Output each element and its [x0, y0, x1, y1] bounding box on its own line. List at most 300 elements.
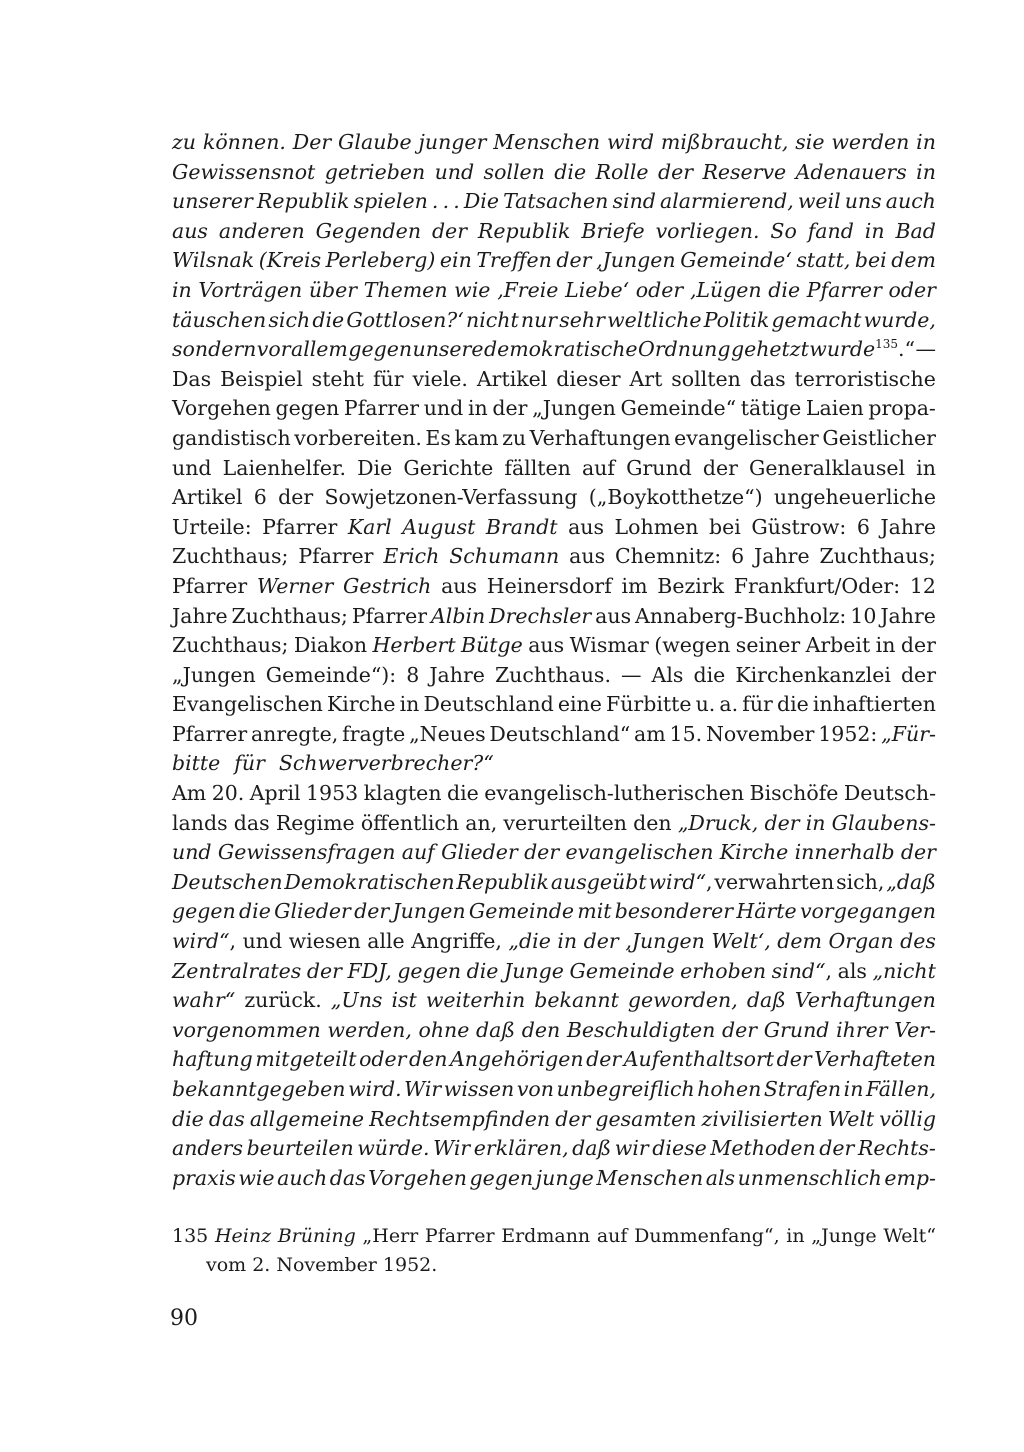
- italic-text: anders: [172, 1136, 243, 1161]
- italic-text: würde.: [357, 1136, 430, 1161]
- italic-text: der: [555, 1106, 591, 1131]
- italic-text: anderen: [218, 218, 305, 243]
- word: [558, 690, 602, 720]
- word: [411, 927, 502, 957]
- italic-text: der: [776, 1047, 812, 1072]
- italic-text: mit: [577, 899, 612, 924]
- text: Gerichte: [403, 455, 494, 480]
- italic-text: weltliche: [607, 307, 702, 332]
- italic-text: die: [554, 159, 587, 184]
- italic-text: daß: [572, 1136, 612, 1161]
- word: [532, 394, 616, 424]
- text: Jahre: [754, 544, 810, 569]
- italic-text: „Für-: [881, 721, 936, 746]
- word: [172, 306, 266, 336]
- word: [774, 483, 936, 513]
- text: Generalklausel: [749, 455, 906, 480]
- italic-text: evangelischen: [565, 840, 714, 865]
- word: [881, 720, 936, 750]
- word: [577, 897, 611, 927]
- italic-text: bitte: [172, 751, 221, 776]
- word: [693, 661, 725, 691]
- word: [557, 1075, 695, 1105]
- text: den: [633, 810, 672, 835]
- word: [309, 276, 357, 306]
- word: [172, 631, 288, 661]
- word: [327, 690, 396, 720]
- text: April: [249, 781, 301, 806]
- word: [359, 1045, 406, 1075]
- word: [809, 335, 915, 365]
- word: [330, 1164, 366, 1194]
- text: sich,: [836, 869, 885, 894]
- word: [916, 128, 936, 158]
- word: [198, 276, 302, 306]
- word: [487, 572, 612, 602]
- word: [441, 838, 518, 868]
- word: [581, 217, 644, 247]
- word: [868, 394, 936, 424]
- word: [565, 838, 713, 868]
- word: [808, 217, 854, 247]
- italic-text: in: [843, 1077, 864, 1101]
- text: aus: [528, 633, 565, 658]
- body-line: [172, 897, 936, 927]
- body-line: [172, 365, 936, 395]
- italic-text: Menschen: [493, 130, 601, 154]
- word: [172, 690, 323, 720]
- italic-text: Reserve: [702, 159, 787, 184]
- word: [357, 1134, 429, 1164]
- word: [880, 602, 936, 632]
- italic-text: Erich: [383, 544, 440, 569]
- text: aus: [595, 603, 632, 628]
- word: [819, 1134, 854, 1164]
- italic-text: die: [312, 307, 345, 332]
- italic-text: Jungen: [392, 899, 466, 924]
- word: [844, 1075, 864, 1105]
- word: [172, 217, 208, 247]
- text: 6: [731, 544, 745, 569]
- italic-text: auch: [277, 1165, 328, 1190]
- word: [524, 838, 559, 868]
- word: [734, 572, 900, 602]
- word: [731, 542, 744, 572]
- text: 135: [172, 1225, 209, 1247]
- word: [621, 661, 642, 691]
- italic-text: sind“: [771, 958, 826, 983]
- text: verwahrten: [714, 869, 835, 894]
- word: [749, 454, 905, 484]
- italic-text: Brüning: [277, 1225, 356, 1247]
- italic-text: Zentralrates: [172, 958, 302, 983]
- italic-text: fand: [807, 218, 854, 243]
- text: zurück.: [244, 988, 322, 1013]
- word: [443, 187, 450, 217]
- body-line: [172, 454, 936, 484]
- italic-text: Glaube: [338, 130, 412, 154]
- body-line: [172, 1045, 936, 1075]
- text: Wismar: [569, 633, 649, 658]
- word: [522, 1016, 560, 1046]
- word: [915, 335, 936, 365]
- word: [325, 158, 425, 188]
- word: [828, 927, 893, 957]
- text: terroristische: [794, 366, 936, 391]
- word: [656, 217, 760, 247]
- italic-text: in: [557, 929, 578, 954]
- word: [172, 513, 252, 543]
- word: [822, 424, 936, 454]
- word: [806, 809, 826, 839]
- word: [172, 128, 196, 158]
- italic-text: Organ: [828, 929, 894, 954]
- italic-text: demokratische: [483, 337, 638, 362]
- word: [807, 276, 882, 306]
- word: [172, 365, 211, 395]
- word: [234, 809, 270, 839]
- word: [279, 749, 501, 779]
- word: [413, 335, 484, 365]
- text: Zuchthaus.: [494, 662, 611, 687]
- text: Frankfurt/Oder:: [733, 573, 901, 598]
- italic-text: der: [354, 899, 390, 924]
- body-line: [172, 542, 936, 572]
- italic-text: „nicht: [872, 958, 936, 983]
- word: [658, 158, 693, 188]
- word: [294, 424, 422, 454]
- word: [625, 927, 705, 957]
- italic-text: uns: [844, 189, 882, 214]
- word: [742, 690, 773, 720]
- word: [172, 809, 228, 839]
- word: [461, 631, 523, 661]
- text: Sowjetzonen-Verfassung: [324, 485, 578, 510]
- word: [629, 365, 662, 395]
- word: [678, 809, 758, 839]
- text: „Jungen: [532, 396, 616, 421]
- italic-text: „die: [508, 929, 551, 954]
- text: Artikel: [172, 485, 243, 510]
- text: Jahre: [429, 662, 485, 687]
- word: [298, 542, 373, 572]
- italic-text: ihrer: [836, 1017, 888, 1042]
- word: [517, 1075, 554, 1105]
- footnote-marker: 135: [875, 337, 898, 352]
- word: [278, 483, 313, 513]
- italic-text: oder: [359, 1047, 407, 1072]
- text: eine: [557, 692, 602, 717]
- word: [741, 394, 802, 424]
- italic-text: unserer: [172, 189, 253, 214]
- word: [449, 542, 559, 572]
- word: [671, 365, 741, 395]
- text: fällten: [504, 455, 571, 480]
- italic-text: spielen: [353, 189, 428, 214]
- italic-text: der: [306, 958, 342, 983]
- word: [400, 690, 420, 720]
- word: [435, 158, 475, 188]
- word: [493, 128, 600, 158]
- word: [431, 602, 485, 632]
- word: [565, 276, 629, 306]
- word: [670, 720, 703, 750]
- word: [910, 572, 936, 602]
- text: Evangelischen: [172, 692, 323, 717]
- italic-text: Fällen,: [865, 1077, 936, 1101]
- footnote-line: [172, 1222, 936, 1251]
- word: [172, 394, 271, 424]
- word: [777, 1045, 812, 1075]
- italic-text: So: [770, 218, 797, 243]
- italic-text: gegen: [172, 899, 236, 924]
- word: [440, 246, 472, 276]
- word: [916, 454, 936, 484]
- italic-text: können.: [202, 130, 286, 154]
- body-line: [172, 809, 936, 839]
- word: [754, 542, 810, 572]
- word: [257, 335, 291, 365]
- word: [484, 779, 744, 809]
- word: [572, 1134, 611, 1164]
- word: [615, 542, 721, 572]
- text: Laienhelfer.: [222, 455, 347, 480]
- word: [508, 927, 550, 957]
- text: die: [776, 692, 809, 717]
- word: [343, 572, 431, 602]
- italic-text: Glieder: [274, 899, 351, 924]
- italic-text: unmenschlich: [737, 1165, 882, 1190]
- word: [551, 868, 647, 898]
- word: [257, 572, 333, 602]
- word: [391, 986, 416, 1016]
- word: [403, 454, 493, 484]
- text: Art: [629, 366, 663, 391]
- text: Deutsch-: [843, 781, 936, 806]
- text: der: [278, 485, 314, 510]
- italic-text: unsere: [412, 337, 484, 362]
- text: Am: [172, 781, 207, 806]
- word: [364, 276, 448, 306]
- italic-text: Gegenden: [315, 218, 422, 243]
- italic-text: in: [916, 130, 936, 154]
- word: [654, 631, 730, 661]
- word: [486, 513, 558, 543]
- text: Gemeinde“: [620, 396, 737, 421]
- italic-text: Adenauers: [795, 159, 907, 184]
- word: [172, 1016, 321, 1046]
- text: Zuchthaus;: [819, 544, 936, 569]
- word: [250, 779, 301, 809]
- italic-text: wird“: [648, 869, 706, 894]
- text: Grund: [626, 455, 692, 480]
- word: [648, 868, 712, 898]
- word: [454, 424, 498, 454]
- word: [489, 720, 630, 750]
- word: [556, 365, 620, 395]
- italic-text: erklären,: [473, 1136, 569, 1161]
- word: [894, 1016, 936, 1046]
- text: und: [242, 929, 283, 954]
- italic-text: wird: [607, 130, 655, 154]
- italic-text: gemacht: [771, 307, 862, 332]
- text: die: [446, 781, 479, 806]
- word: [244, 986, 321, 1016]
- text: 8: [406, 662, 420, 687]
- word: [652, 661, 684, 691]
- italic-text: oder: [888, 277, 936, 302]
- word: [392, 897, 465, 927]
- text: Heinersdorf: [486, 573, 612, 598]
- text: Pfarrer: [172, 721, 248, 746]
- word: [660, 187, 794, 217]
- word: [172, 838, 212, 868]
- word: [419, 128, 487, 158]
- word: [257, 187, 350, 217]
- word: [850, 602, 876, 632]
- body-line: [172, 749, 936, 779]
- word: [239, 897, 271, 927]
- word: [456, 868, 549, 898]
- italic-text: wahr“: [172, 988, 236, 1013]
- word: [219, 217, 305, 247]
- text: Jahre: [172, 603, 228, 628]
- italic-text: mißbraucht,: [660, 130, 789, 154]
- text: evangelischer: [674, 425, 819, 450]
- text: auf: [581, 455, 615, 480]
- word: [348, 335, 412, 365]
- body-line: [172, 957, 936, 987]
- word: [352, 602, 427, 632]
- italic-text: des: [900, 929, 936, 954]
- word: [889, 276, 936, 306]
- word: [570, 631, 649, 661]
- word: [615, 897, 733, 927]
- word: [895, 217, 935, 247]
- word: [338, 128, 412, 158]
- italic-text: Rechtsempfinden: [369, 1106, 551, 1131]
- italic-text: in: [916, 159, 936, 184]
- text: Dummenfang“,: [634, 1225, 780, 1247]
- word: [702, 1105, 823, 1135]
- word: [806, 394, 864, 424]
- body-line: [172, 1134, 936, 1164]
- text: Kirchenkanzlei: [735, 662, 891, 687]
- text: dieser: [556, 366, 621, 391]
- italic-text: statt,: [796, 248, 851, 273]
- italic-text: diese: [652, 1136, 707, 1161]
- word: [453, 187, 460, 217]
- text: an,: [465, 810, 498, 835]
- italic-text: das: [208, 1106, 245, 1131]
- word: [369, 1105, 550, 1135]
- italic-text: werden,: [327, 1017, 412, 1042]
- word: [220, 365, 303, 395]
- text: aus: [568, 514, 605, 539]
- text: Es: [425, 425, 451, 450]
- text: Die: [357, 455, 393, 480]
- word: [172, 720, 247, 750]
- body-line: [172, 572, 936, 602]
- text: als: [837, 958, 867, 983]
- word: [633, 809, 671, 839]
- body-line: [172, 276, 936, 306]
- italic-text: Welt: [827, 1106, 875, 1131]
- word: [466, 306, 519, 336]
- word: [307, 957, 342, 987]
- italic-text: Angehörigen: [450, 1047, 584, 1072]
- text: u.: [695, 692, 716, 717]
- italic-text: vor: [256, 337, 291, 362]
- word: [172, 246, 254, 276]
- word: [568, 513, 604, 543]
- word: [661, 128, 788, 158]
- body-line: [172, 690, 936, 720]
- italic-text: dem: [891, 248, 936, 273]
- word: [703, 454, 738, 484]
- italic-text: mitgeteilt: [255, 1047, 357, 1072]
- text: Pfarrer: [298, 544, 374, 569]
- text: aus: [441, 573, 478, 598]
- word: [432, 217, 467, 247]
- word: [690, 276, 762, 306]
- text: anregte,: [250, 721, 339, 746]
- word: [521, 306, 557, 336]
- word: [710, 1134, 815, 1164]
- italic-text: Pfarrer: [806, 277, 882, 302]
- word: [172, 1164, 236, 1194]
- word: [406, 661, 419, 691]
- italic-text: Aufenthaltsort: [623, 1047, 775, 1072]
- italic-text: wird.: [348, 1077, 402, 1101]
- word: [367, 927, 404, 957]
- word: [250, 1105, 364, 1135]
- text: in: [875, 633, 896, 658]
- word: [873, 957, 936, 987]
- word: [476, 1016, 515, 1046]
- word: [172, 1134, 243, 1164]
- italic-text: „Druck,: [677, 810, 759, 835]
- body-line: [172, 424, 936, 454]
- word: [832, 809, 936, 839]
- body-line: [172, 128, 936, 158]
- word: [795, 365, 936, 395]
- word: [243, 927, 283, 957]
- text: November: [705, 721, 815, 746]
- italic-text: praxis: [172, 1165, 236, 1190]
- word: [402, 513, 475, 543]
- word: [484, 158, 545, 188]
- italic-text: August: [402, 514, 476, 539]
- italic-text: Karl: [347, 514, 392, 539]
- italic-text: vorgegangen: [799, 899, 936, 924]
- text: klagten: [363, 781, 442, 806]
- word: [312, 306, 344, 336]
- text: gegen: [275, 396, 340, 421]
- italic-text: wir: [614, 1136, 649, 1161]
- word: [886, 868, 936, 898]
- italic-text: Junge: [504, 958, 564, 983]
- text: „Neues: [409, 721, 486, 746]
- italic-text: in: [805, 810, 826, 835]
- word: [864, 306, 936, 336]
- word: [865, 217, 885, 247]
- word: [857, 513, 870, 543]
- word: [412, 365, 467, 395]
- word: [209, 1105, 245, 1135]
- italic-text: Glaubens-: [831, 810, 936, 835]
- text: zu: [502, 425, 527, 450]
